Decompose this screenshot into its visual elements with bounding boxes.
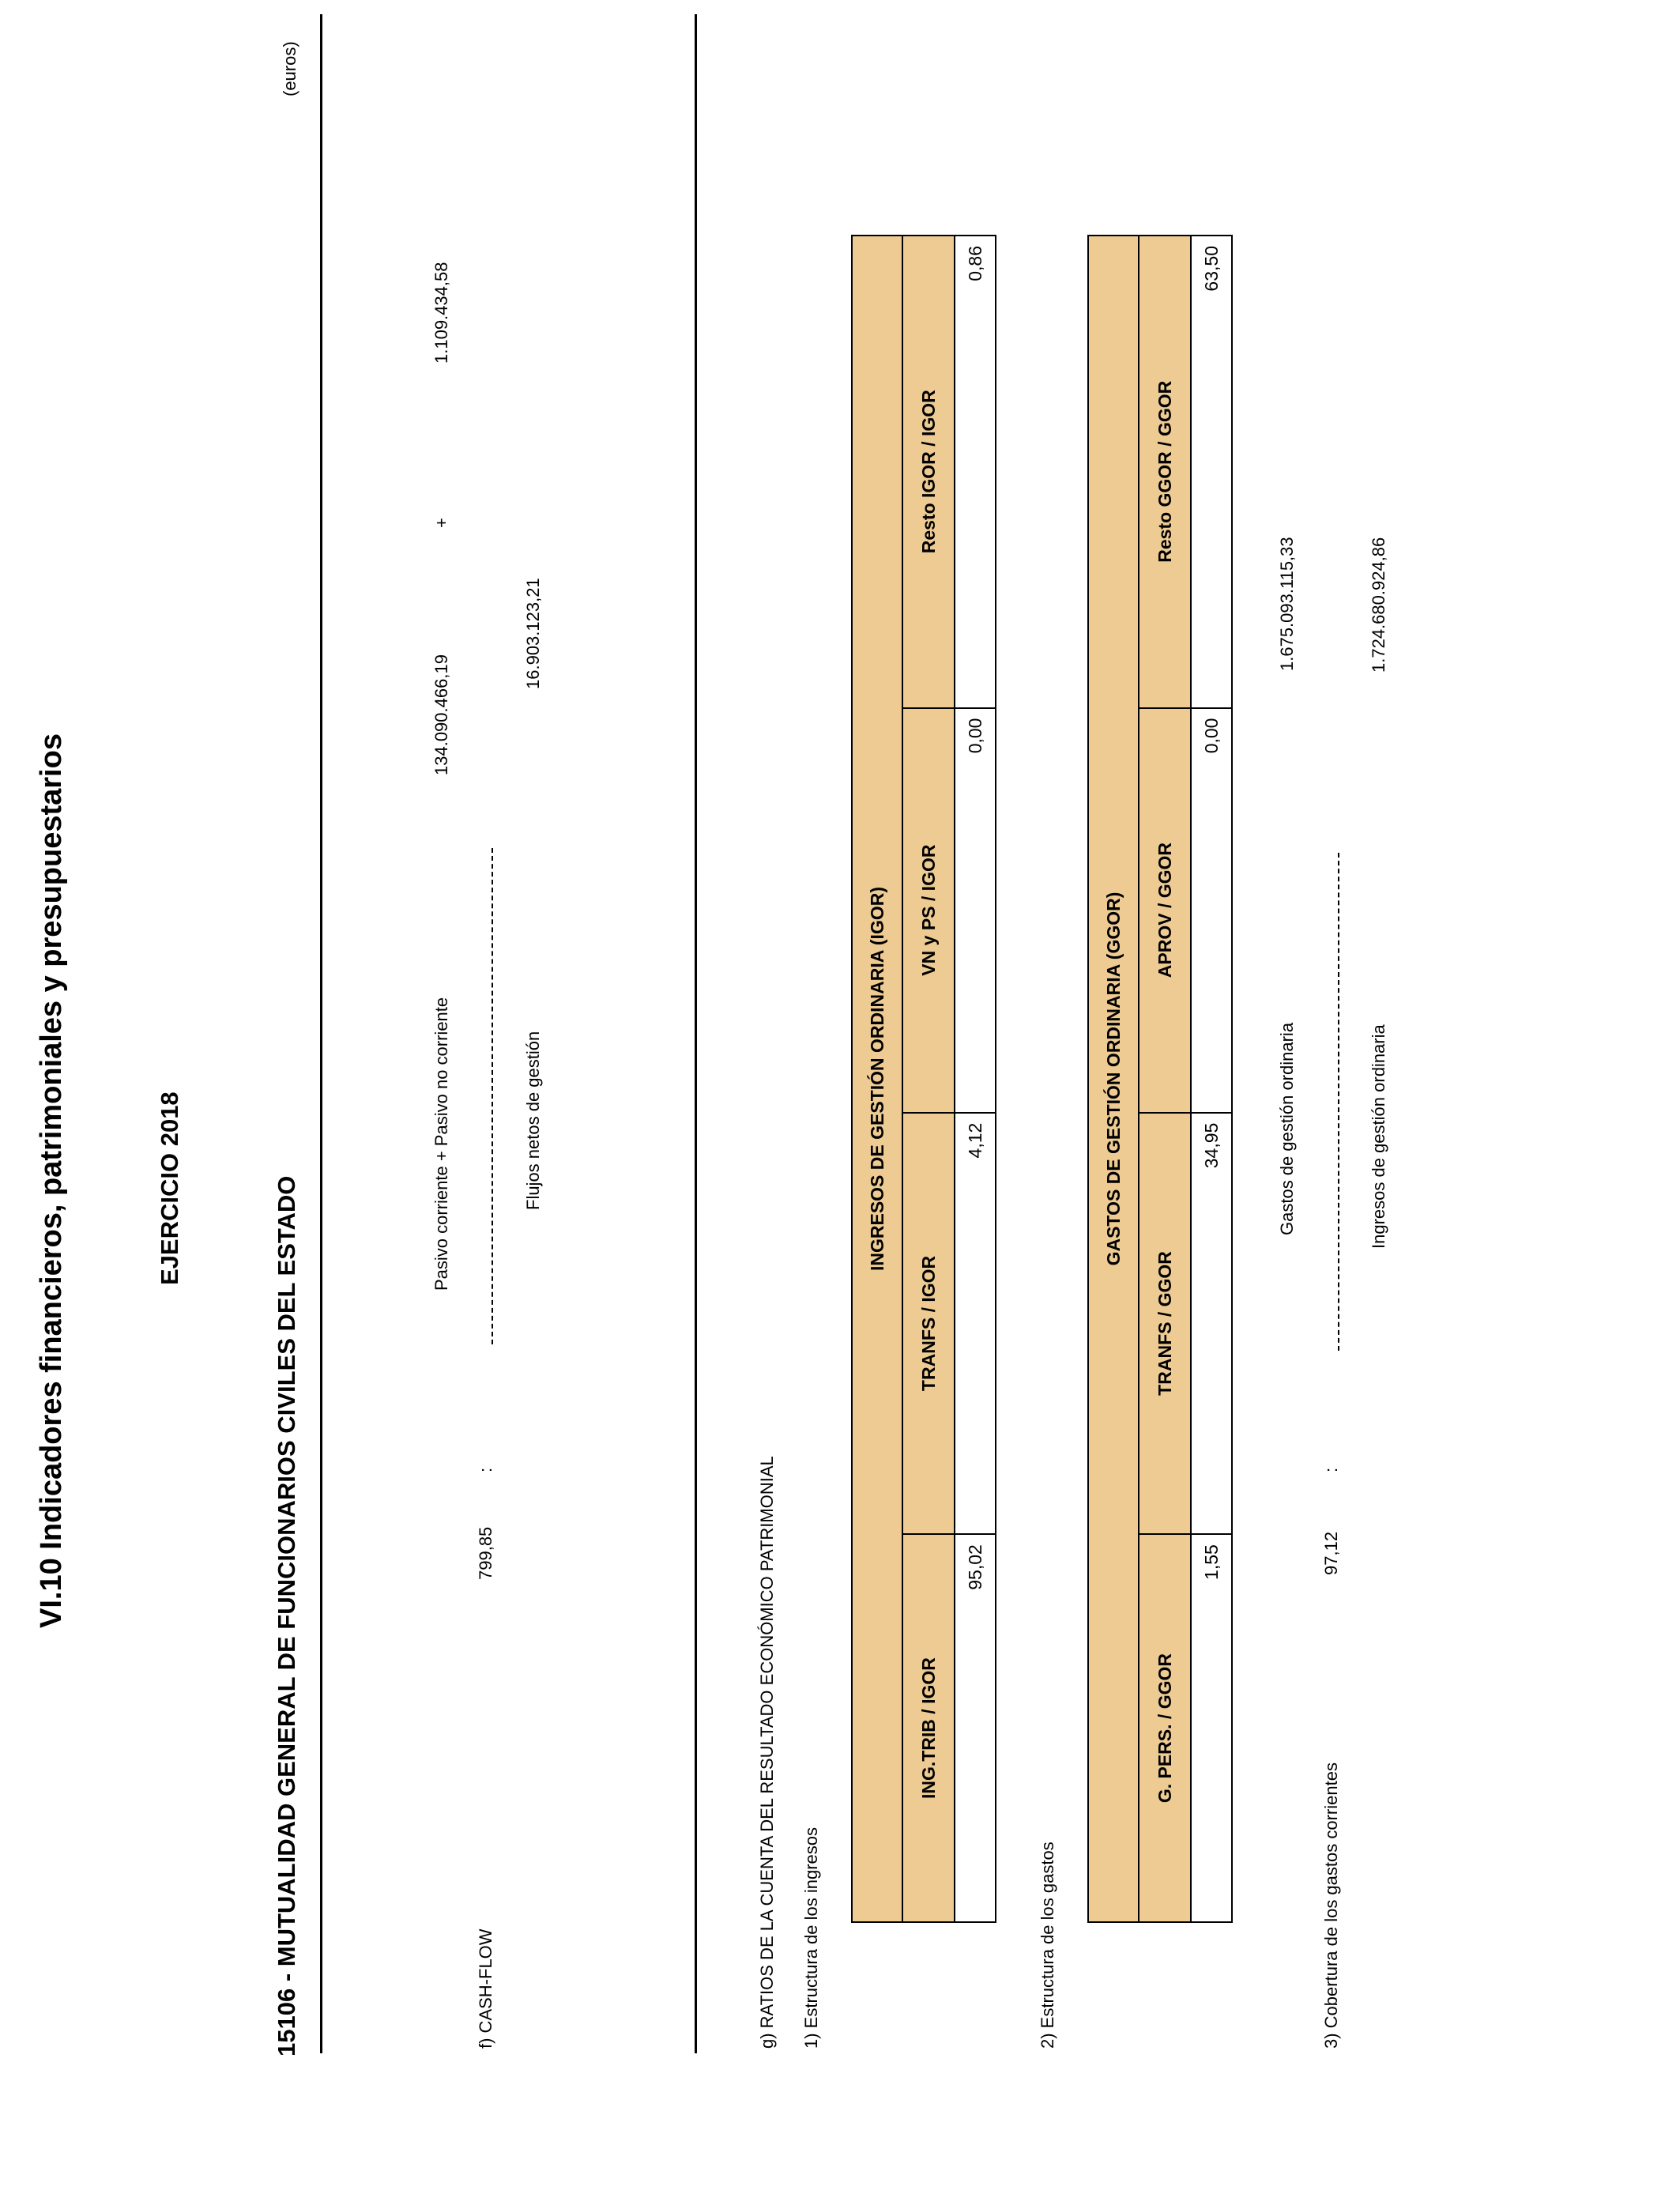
coverage-numerator-value: 1.675.093.115,33 [1277,537,1297,671]
coverage-value: 97,12 [1321,1531,1341,1575]
expenses-structure-table [1087,235,1233,1923]
entity-title: 15106 - MUTUALIDAD GENERAL DE FUNCIONARIOS CIVILES DEL ESTADO [273,1175,300,2056]
income-col-resto: Resto IGOR / IGOR [902,236,955,708]
expenses-col-resto: Resto GGOR / GGOR [1139,236,1191,708]
cashflow-numerator-label: Pasivo corriente + Pasivo no corriente [431,997,451,1291]
units-label: (euros) [280,41,299,96]
expenses-col-aprov: APROV / GGOR [1139,708,1191,1113]
expenses-table-header: GASTOS DE GESTIÓN ORDINARIA (GGOR) [1088,236,1139,1922]
expenses-val-tranfs: 34,95 [1191,1113,1232,1535]
expenses-col-tranfs: TRANFS / GGOR [1139,1113,1191,1535]
cashflow-denominator-value: 16.903.123,21 [523,578,543,689]
ratios-label: g) RATIOS DE LA CUENTA DEL RESULTADO ECONÓMICO PATRIMONIAL [757,1456,777,2049]
cashflow-numerator-a: 134.090.466,19 [431,654,451,775]
income-structure-label: 1) Estructura de los ingresos [801,1826,821,2049]
cashflow-value: 799,85 [476,1526,495,1580]
coverage-fraction-line [1338,853,1339,1351]
expenses-val-aprov: 0,00 [1191,708,1232,1113]
income-table-header: INGRESOS DE GESTIÓN ORDINARIA (IGOR) [852,236,902,1922]
expenses-col-g-pers: G. PERS. / GGOR [1139,1534,1191,1922]
cashflow-separator: : [476,1467,495,1472]
cashflow-denominator-label: Flujos netos de gestión [523,1031,543,1210]
expenses-val-g-pers: 1,55 [1191,1534,1232,1922]
page-title: VI.10 Indicadores financieros, patrimoniales y presupuestarios [35,733,68,1628]
coverage-numerator-label: Gastos de gestión ordinaria [1277,1022,1297,1235]
expenses-val-resto: 63,50 [1191,236,1232,708]
cashflow-numerator-b: 1.109.434,58 [431,262,451,364]
cashflow-label: f) CASH-FLOW [476,1928,495,2049]
section-rule [695,14,697,2053]
expenses-structure-label: 2) Estructura de los gastos [1038,1842,1057,2049]
coverage-denominator-label: Ingresos de gestión ordinaria [1369,1024,1388,1249]
income-val-resto: 0,86 [955,236,996,708]
income-col-vn-ps: VN y PS / IGOR [902,708,955,1113]
coverage-label: 3) Cobertura de los gastos corrientes [1321,1762,1341,2049]
cashflow-plus: + [431,518,451,528]
exercise-title: EJERCICIO 2018 [156,1091,183,1285]
income-col-ing-trib: ING.TRIB / IGOR [902,1534,955,1922]
income-structure-table [851,235,996,1923]
income-col-tranfs: TRANFS / IGOR [902,1113,955,1535]
income-val-ing-trib: 95,02 [955,1534,996,1922]
coverage-denominator-value: 1.724.680.924,86 [1369,537,1388,673]
cashflow-fraction-line [492,848,493,1344]
income-val-tranfs: 4,12 [955,1113,996,1535]
top-rule [320,14,322,2053]
income-val-vn-ps: 0,00 [955,708,996,1113]
coverage-separator: : [1321,1467,1341,1472]
